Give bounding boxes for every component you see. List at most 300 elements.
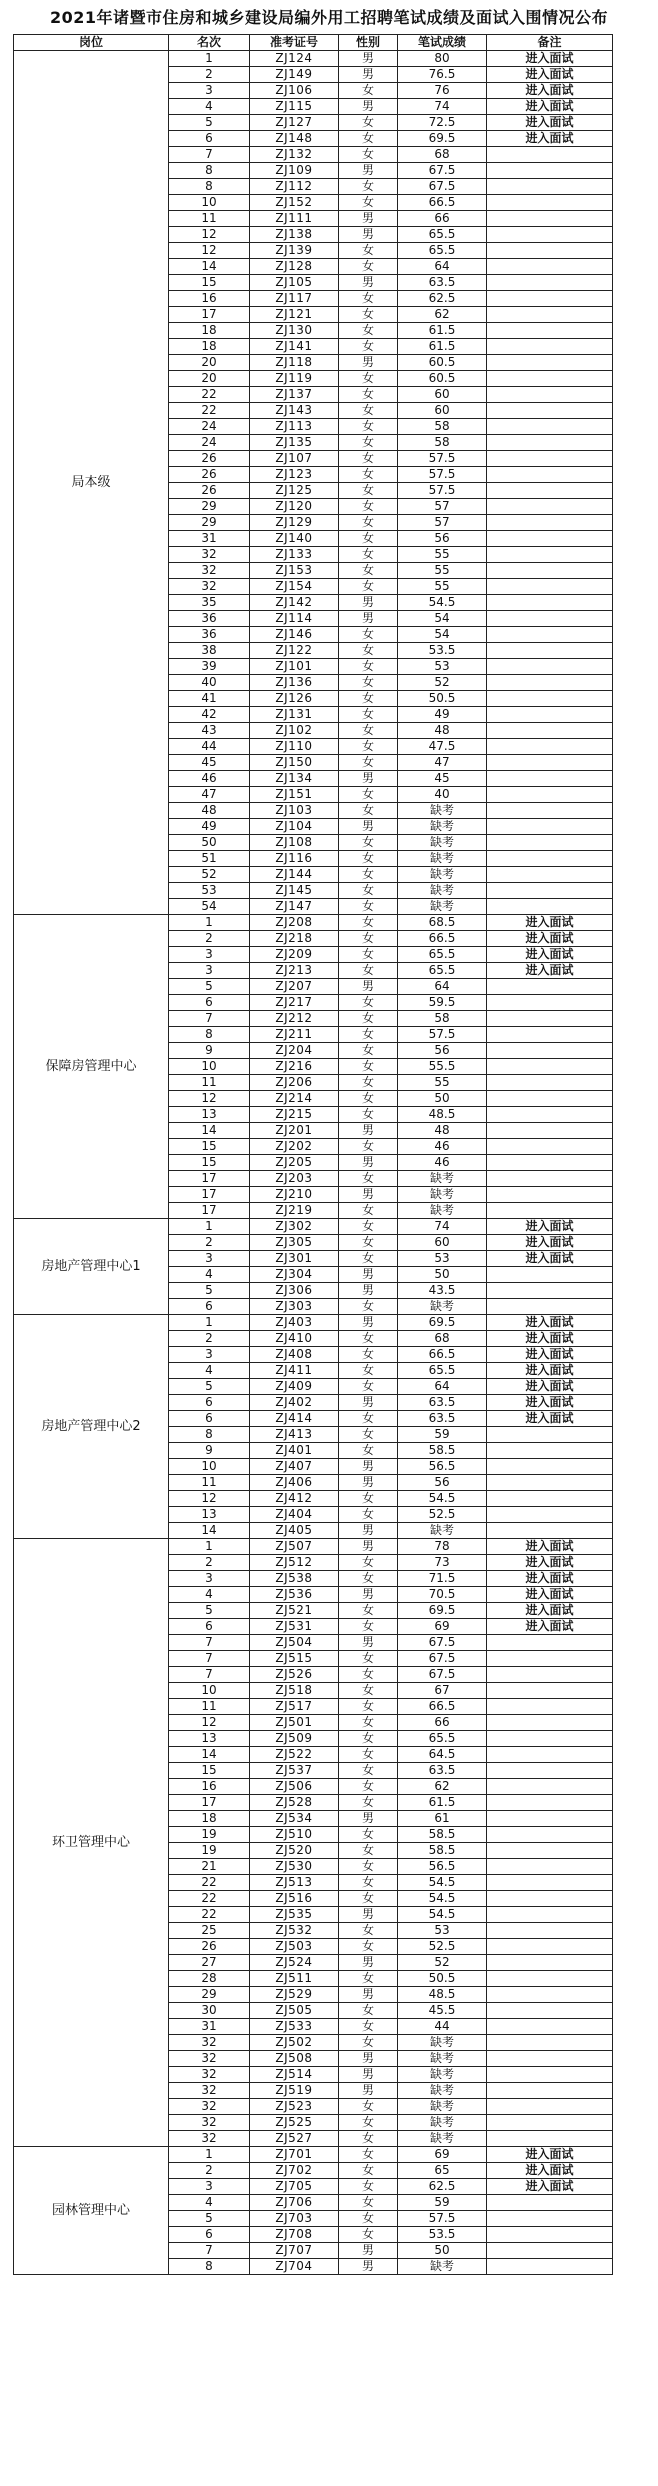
rank-cell: 4 (169, 2195, 250, 2211)
rank-cell: 12 (169, 1091, 250, 1107)
written-score-cell: 53.5 (398, 2227, 487, 2243)
gender-cell: 女 (339, 2099, 398, 2115)
post-cell: 局本级 (14, 51, 169, 915)
remarks-cell (487, 531, 613, 547)
rank-cell: 17 (169, 1203, 250, 1219)
rank-cell: 3 (169, 2179, 250, 2195)
exam-number-cell: ZJ537 (250, 1763, 339, 1779)
results-table (13, 34, 613, 2275)
written-score-cell: 73 (398, 1555, 487, 1571)
rank-cell: 4 (169, 99, 250, 115)
rank-cell: 8 (169, 1427, 250, 1443)
remarks-cell (487, 995, 613, 1011)
remarks-cell (487, 323, 613, 339)
exam-number-cell: ZJ212 (250, 1011, 339, 1027)
exam-number-cell: ZJ145 (250, 883, 339, 899)
gender-cell: 女 (339, 1331, 398, 1347)
gender-cell: 女 (339, 963, 398, 979)
gender-cell: 女 (339, 1715, 398, 1731)
written-score-cell: 61 (398, 1811, 487, 1827)
written-score-cell: 60 (398, 403, 487, 419)
gender-cell: 女 (339, 579, 398, 595)
remarks-cell (487, 2211, 613, 2227)
written-score-cell: 76 (398, 83, 487, 99)
gender-cell: 女 (339, 291, 398, 307)
gender-cell: 女 (339, 339, 398, 355)
remarks-cell: 进入面试 (487, 1347, 613, 1363)
written-score-cell: 缺考 (398, 851, 487, 867)
rank-cell: 9 (169, 1443, 250, 1459)
remarks-cell (487, 339, 613, 355)
gender-cell: 女 (339, 1859, 398, 1875)
rank-cell: 20 (169, 371, 250, 387)
exam-number-cell: ZJ104 (250, 819, 339, 835)
gender-cell: 女 (339, 1075, 398, 1091)
remarks-cell (487, 499, 613, 515)
rank-cell: 14 (169, 1523, 250, 1539)
written-score-cell: 68 (398, 147, 487, 163)
rank-cell: 5 (169, 1283, 250, 1299)
written-score-cell: 48 (398, 723, 487, 739)
rank-cell: 10 (169, 1459, 250, 1475)
rank-cell: 22 (169, 1891, 250, 1907)
written-score-cell: 59.5 (398, 995, 487, 1011)
exam-number-cell: ZJ513 (250, 1875, 339, 1891)
remarks-cell (487, 563, 613, 579)
written-score-cell: 53 (398, 1923, 487, 1939)
written-score-cell: 72.5 (398, 115, 487, 131)
written-score-cell: 55.5 (398, 1059, 487, 1075)
exam-number-cell: ZJ111 (250, 211, 339, 227)
gender-cell: 男 (339, 275, 398, 291)
written-score-cell: 69 (398, 2147, 487, 2163)
written-score-cell: 64 (398, 979, 487, 995)
exam-number-cell: ZJ531 (250, 1619, 339, 1635)
written-score-cell: 64.5 (398, 1747, 487, 1763)
remarks-cell (487, 1091, 613, 1107)
table-row (14, 51, 613, 67)
gender-cell: 女 (339, 1923, 398, 1939)
gender-cell: 男 (339, 67, 398, 83)
rank-cell: 9 (169, 1043, 250, 1059)
gender-cell: 女 (339, 1091, 398, 1107)
rank-cell: 32 (169, 579, 250, 595)
rank-cell: 32 (169, 2083, 250, 2099)
gender-cell: 女 (339, 1507, 398, 1523)
gender-cell: 女 (339, 627, 398, 643)
exam-number-cell: ZJ151 (250, 787, 339, 803)
exam-number-cell: ZJ403 (250, 1315, 339, 1331)
remarks-cell (487, 2003, 613, 2019)
rank-cell: 48 (169, 803, 250, 819)
remarks-cell (487, 1779, 613, 1795)
remarks-cell (487, 275, 613, 291)
gender-cell: 女 (339, 1427, 398, 1443)
gender-cell: 女 (339, 659, 398, 675)
exam-number-cell: ZJ119 (250, 371, 339, 387)
written-score-cell: 54.5 (398, 1491, 487, 1507)
written-score-cell: 45 (398, 771, 487, 787)
exam-number-cell: ZJ526 (250, 1667, 339, 1683)
written-score-cell: 69.5 (398, 1603, 487, 1619)
written-score-cell: 56 (398, 531, 487, 547)
rank-cell: 5 (169, 2211, 250, 2227)
written-score-cell: 67.5 (398, 1635, 487, 1651)
written-score-cell: 60 (398, 387, 487, 403)
gender-cell: 女 (339, 787, 398, 803)
written-score-cell: 55 (398, 563, 487, 579)
written-score-cell: 47 (398, 755, 487, 771)
remarks-cell: 进入面试 (487, 2163, 613, 2179)
written-score-cell: 54.5 (398, 595, 487, 611)
gender-cell: 女 (339, 179, 398, 195)
remarks-cell (487, 643, 613, 659)
exam-number-cell: ZJ501 (250, 1715, 339, 1731)
exam-number-cell: ZJ218 (250, 931, 339, 947)
exam-number-cell: ZJ536 (250, 1587, 339, 1603)
rank-cell: 1 (169, 915, 250, 931)
remarks-cell (487, 403, 613, 419)
remarks-cell (487, 2115, 613, 2131)
exam-number-cell: ZJ217 (250, 995, 339, 1011)
gender-cell: 男 (339, 2243, 398, 2259)
exam-number-cell: ZJ413 (250, 1427, 339, 1443)
gender-cell: 男 (339, 595, 398, 611)
gender-cell: 女 (339, 867, 398, 883)
gender-cell: 女 (339, 2131, 398, 2147)
gender-cell: 男 (339, 1811, 398, 1827)
exam-number-cell: ZJ517 (250, 1699, 339, 1715)
remarks-cell (487, 979, 613, 995)
written-score-cell: 56 (398, 1043, 487, 1059)
exam-number-cell: ZJ207 (250, 979, 339, 995)
written-score-cell: 66 (398, 211, 487, 227)
written-score-cell: 缺考 (398, 2083, 487, 2099)
written-score-cell: 61.5 (398, 1795, 487, 1811)
gender-cell: 女 (339, 1235, 398, 1251)
remarks-cell (487, 851, 613, 867)
rank-cell: 7 (169, 1667, 250, 1683)
gender-cell: 女 (339, 531, 398, 547)
gender-cell: 女 (339, 435, 398, 451)
rank-cell: 17 (169, 307, 250, 323)
written-score-cell: 58 (398, 419, 487, 435)
rank-cell: 11 (169, 211, 250, 227)
gender-cell: 男 (339, 1155, 398, 1171)
page-title: 2021年诸暨市住房和城乡建设局编外用工招聘笔试成绩及面试入围情况公布 (49, 8, 609, 27)
rank-cell: 44 (169, 739, 250, 755)
gender-cell: 男 (339, 1475, 398, 1491)
rank-cell: 14 (169, 1747, 250, 1763)
gender-cell: 女 (339, 995, 398, 1011)
gender-cell: 男 (339, 1395, 398, 1411)
rank-cell: 4 (169, 1587, 250, 1603)
written-score-cell: 57.5 (398, 1027, 487, 1043)
remarks-cell: 进入面试 (487, 1315, 613, 1331)
exam-number-cell: ZJ204 (250, 1043, 339, 1059)
written-score-cell: 74 (398, 1219, 487, 1235)
rank-cell: 6 (169, 1395, 250, 1411)
gender-cell: 男 (339, 1635, 398, 1651)
written-score-cell: 47.5 (398, 739, 487, 755)
remarks-cell: 进入面试 (487, 1587, 613, 1603)
rank-cell: 26 (169, 467, 250, 483)
rank-cell: 36 (169, 611, 250, 627)
exam-number-cell: ZJ506 (250, 1779, 339, 1795)
written-score-cell: 65.5 (398, 947, 487, 963)
remarks-cell (487, 2035, 613, 2051)
written-score-cell: 49 (398, 707, 487, 723)
exam-number-cell: ZJ305 (250, 1235, 339, 1251)
exam-number-cell: ZJ137 (250, 387, 339, 403)
written-score-cell: 53 (398, 659, 487, 675)
written-score-cell: 43.5 (398, 1283, 487, 1299)
remarks-cell (487, 579, 613, 595)
gender-cell: 女 (339, 483, 398, 499)
exam-number-cell: ZJ118 (250, 355, 339, 371)
rank-cell: 26 (169, 483, 250, 499)
exam-number-cell: ZJ707 (250, 2243, 339, 2259)
gender-cell: 女 (339, 1747, 398, 1763)
remarks-cell (487, 1923, 613, 1939)
exam-number-cell: ZJ132 (250, 147, 339, 163)
exam-number-cell: ZJ520 (250, 1843, 339, 1859)
gender-cell: 女 (339, 115, 398, 131)
remarks-cell (487, 1523, 613, 1539)
remarks-cell (487, 627, 613, 643)
exam-number-cell: ZJ527 (250, 2131, 339, 2147)
remarks-cell: 进入面试 (487, 99, 613, 115)
gender-cell: 女 (339, 1603, 398, 1619)
written-score-cell: 58.5 (398, 1443, 487, 1459)
post-cell: 环卫管理中心 (14, 1539, 169, 2147)
rank-cell: 41 (169, 691, 250, 707)
remarks-cell (487, 1907, 613, 1923)
remarks-cell: 进入面试 (487, 1331, 613, 1347)
rank-cell: 11 (169, 1475, 250, 1491)
gender-cell: 女 (339, 195, 398, 211)
remarks-cell (487, 1203, 613, 1219)
remarks-cell: 进入面试 (487, 1571, 613, 1587)
gender-cell: 男 (339, 1523, 398, 1539)
written-score-cell: 67.5 (398, 1667, 487, 1683)
rank-cell: 7 (169, 1011, 250, 1027)
header-written-score: 笔试成绩 (398, 35, 487, 51)
exam-number-cell: ZJ107 (250, 451, 339, 467)
remarks-cell (487, 691, 613, 707)
rank-cell: 7 (169, 2243, 250, 2259)
gender-cell: 女 (339, 1779, 398, 1795)
rank-cell: 4 (169, 1363, 250, 1379)
remarks-cell (487, 899, 613, 915)
written-score-cell: 58 (398, 435, 487, 451)
remarks-cell (487, 467, 613, 483)
written-score-cell: 69.5 (398, 1315, 487, 1331)
exam-number-cell: ZJ138 (250, 227, 339, 243)
gender-cell: 男 (339, 2259, 398, 2275)
post-cell: 房地产管理中心1 (14, 1219, 169, 1315)
written-score-cell: 缺考 (398, 803, 487, 819)
gender-cell: 男 (339, 1907, 398, 1923)
rank-cell: 38 (169, 643, 250, 659)
exam-number-cell: ZJ208 (250, 915, 339, 931)
rank-cell: 5 (169, 1603, 250, 1619)
gender-cell: 女 (339, 1491, 398, 1507)
gender-cell: 女 (339, 1251, 398, 1267)
gender-cell: 女 (339, 915, 398, 931)
rank-cell: 49 (169, 819, 250, 835)
remarks-cell: 进入面试 (487, 963, 613, 979)
gender-cell: 女 (339, 1891, 398, 1907)
written-score-cell: 58.5 (398, 1843, 487, 1859)
remarks-cell (487, 147, 613, 163)
written-score-cell: 缺考 (398, 819, 487, 835)
rank-cell: 13 (169, 1507, 250, 1523)
header-gender: 性别 (339, 35, 398, 51)
remarks-cell (487, 355, 613, 371)
exam-number-cell: ZJ116 (250, 851, 339, 867)
exam-number-cell: ZJ139 (250, 243, 339, 259)
exam-number-cell: ZJ106 (250, 83, 339, 99)
remarks-cell (487, 1843, 613, 1859)
remarks-cell (487, 1011, 613, 1027)
rank-cell: 36 (169, 627, 250, 643)
table-row (14, 1219, 613, 1235)
exam-number-cell: ZJ131 (250, 707, 339, 723)
rank-cell: 32 (169, 2051, 250, 2067)
rank-cell: 15 (169, 275, 250, 291)
written-score-cell: 66.5 (398, 931, 487, 947)
remarks-cell (487, 1507, 613, 1523)
remarks-cell (487, 1795, 613, 1811)
exam-number-cell: ZJ533 (250, 2019, 339, 2035)
remarks-cell (487, 1027, 613, 1043)
exam-number-cell: ZJ121 (250, 307, 339, 323)
exam-number-cell: ZJ704 (250, 2259, 339, 2275)
exam-number-cell: ZJ532 (250, 1923, 339, 1939)
exam-number-cell: ZJ110 (250, 739, 339, 755)
remarks-cell (487, 1635, 613, 1651)
gender-cell: 女 (339, 1683, 398, 1699)
gender-cell: 女 (339, 1299, 398, 1315)
rank-cell: 5 (169, 115, 250, 131)
exam-number-cell: ZJ140 (250, 531, 339, 547)
exam-number-cell: ZJ150 (250, 755, 339, 771)
table-row (14, 2147, 613, 2163)
rank-cell: 28 (169, 1971, 250, 1987)
written-score-cell: 48 (398, 1123, 487, 1139)
exam-number-cell: ZJ105 (250, 275, 339, 291)
remarks-cell (487, 787, 613, 803)
gender-cell: 男 (339, 611, 398, 627)
rank-cell: 6 (169, 1411, 250, 1427)
written-score-cell: 67 (398, 1683, 487, 1699)
exam-number-cell: ZJ152 (250, 195, 339, 211)
exam-number-cell: ZJ523 (250, 2099, 339, 2115)
rank-cell: 52 (169, 867, 250, 883)
remarks-cell (487, 1827, 613, 1843)
remarks-cell (487, 1059, 613, 1075)
written-score-cell: 66.5 (398, 1699, 487, 1715)
exam-number-cell: ZJ153 (250, 563, 339, 579)
gender-cell: 女 (339, 1171, 398, 1187)
rank-cell: 18 (169, 339, 250, 355)
remarks-cell (487, 1683, 613, 1699)
rank-cell: 15 (169, 1763, 250, 1779)
remarks-cell: 进入面试 (487, 131, 613, 147)
gender-cell: 男 (339, 1123, 398, 1139)
exam-number-cell: ZJ136 (250, 675, 339, 691)
gender-cell: 女 (339, 947, 398, 963)
exam-number-cell: ZJ144 (250, 867, 339, 883)
exam-number-cell: ZJ129 (250, 515, 339, 531)
written-score-cell: 50.5 (398, 1971, 487, 1987)
rank-cell: 2 (169, 67, 250, 83)
remarks-cell (487, 1299, 613, 1315)
gender-cell: 男 (339, 211, 398, 227)
post-cell: 房地产管理中心2 (14, 1315, 169, 1539)
written-score-cell: 61.5 (398, 323, 487, 339)
rank-cell: 3 (169, 1571, 250, 1587)
table-body (14, 51, 613, 2275)
written-score-cell: 62.5 (398, 291, 487, 307)
table-row (14, 1539, 613, 1555)
exam-number-cell: ZJ521 (250, 1603, 339, 1619)
gender-cell: 女 (339, 2211, 398, 2227)
rank-cell: 3 (169, 947, 250, 963)
gender-cell: 女 (339, 1059, 398, 1075)
rank-cell: 24 (169, 435, 250, 451)
rank-cell: 32 (169, 547, 250, 563)
gender-cell: 女 (339, 371, 398, 387)
written-score-cell: 63.5 (398, 1411, 487, 1427)
exam-number-cell: ZJ130 (250, 323, 339, 339)
written-score-cell: 52.5 (398, 1507, 487, 1523)
remarks-cell (487, 2227, 613, 2243)
exam-number-cell: ZJ133 (250, 547, 339, 563)
gender-cell: 女 (339, 1827, 398, 1843)
gender-cell: 男 (339, 163, 398, 179)
rank-cell: 54 (169, 899, 250, 915)
written-score-cell: 66.5 (398, 1347, 487, 1363)
gender-cell: 女 (339, 707, 398, 723)
remarks-cell (487, 307, 613, 323)
exam-number-cell: ZJ213 (250, 963, 339, 979)
remarks-cell (487, 1667, 613, 1683)
gender-cell: 女 (339, 1027, 398, 1043)
remarks-cell: 进入面试 (487, 1363, 613, 1379)
exam-number-cell: ZJ149 (250, 67, 339, 83)
remarks-cell (487, 755, 613, 771)
written-score-cell: 65.5 (398, 243, 487, 259)
rank-cell: 2 (169, 1555, 250, 1571)
remarks-cell (487, 1859, 613, 1875)
gender-cell: 女 (339, 2147, 398, 2163)
remarks-cell: 进入面试 (487, 1411, 613, 1427)
written-score-cell: 68.5 (398, 915, 487, 931)
exam-number-cell: ZJ404 (250, 1507, 339, 1523)
rank-cell: 42 (169, 707, 250, 723)
written-score-cell: 60 (398, 1235, 487, 1251)
rank-cell: 20 (169, 355, 250, 371)
rank-cell: 19 (169, 1843, 250, 1859)
rank-cell: 8 (169, 2259, 250, 2275)
written-score-cell: 缺考 (398, 2131, 487, 2147)
rank-cell: 8 (169, 179, 250, 195)
gender-cell: 女 (339, 403, 398, 419)
written-score-cell: 52 (398, 1955, 487, 1971)
remarks-cell (487, 1715, 613, 1731)
